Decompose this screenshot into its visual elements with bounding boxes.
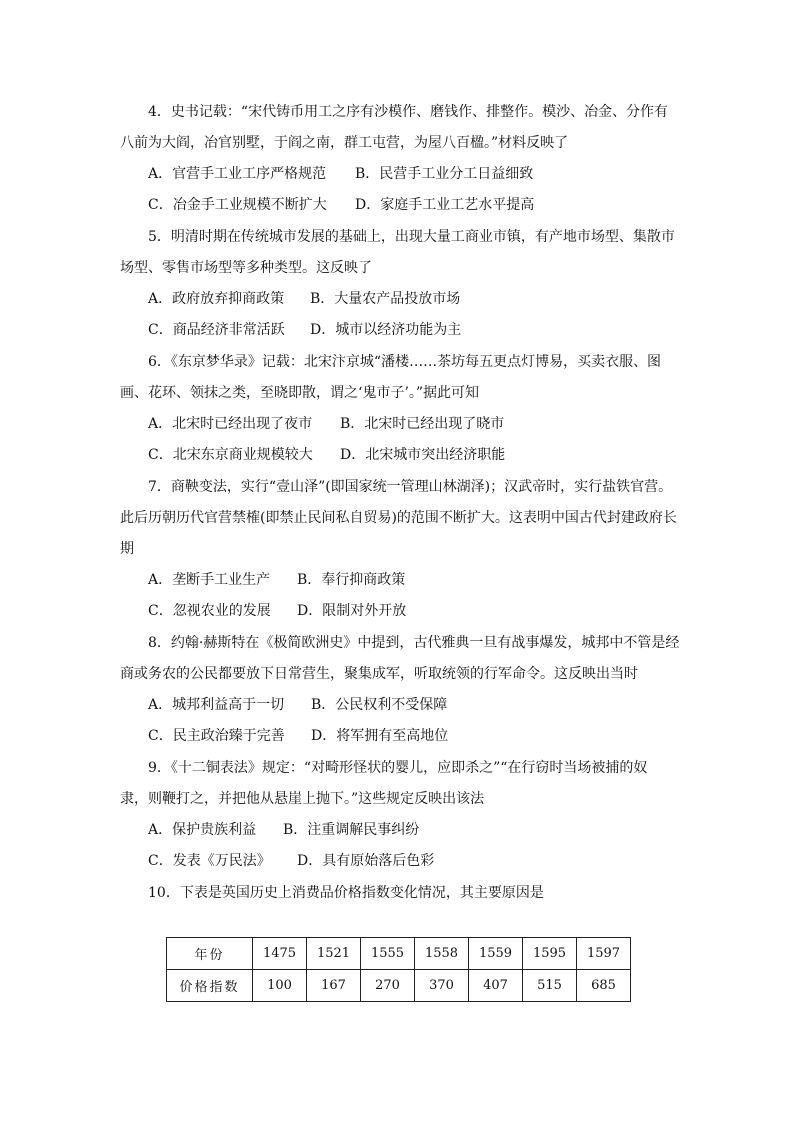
table-row-indices	[167, 970, 631, 1002]
q4-option-b: B．民营手工业分工日益细致	[355, 166, 534, 182]
table-cell-year: 1475	[253, 938, 307, 970]
table-cell-index: 167	[307, 970, 361, 1002]
price-index-table	[166, 937, 631, 1002]
q8-option-b: B．公民权利不受保障	[311, 697, 448, 713]
table-cell-index: 515	[523, 970, 577, 1002]
q5-option-c: C．商品经济非常活跃	[148, 322, 285, 338]
table-cell-index: 370	[415, 970, 469, 1002]
q8-stem-line-1: 8．约翰·赫斯特在《极简欧洲史》中提到，古代雅典一旦有战事爆发，城邦中不管是经	[148, 635, 680, 651]
q6-option-c: C．北宋东京商业规模较大	[148, 447, 313, 463]
q5-option-a: A．政府放弃抑商政策	[148, 291, 285, 307]
table-cell-year: 1521	[307, 938, 361, 970]
q7-option-d: D．限制对外开放	[297, 603, 407, 619]
table-cell-year: 1555	[361, 938, 415, 970]
q4-stem-line-2: 八前为大阎，冶官别墅，于阎之南，群工屯营，为屋八百楹。”材料反映了	[120, 135, 569, 151]
q10-stem-line-1: 10．下表是英国历史上消费品价格指数变化情况，其主要原因是	[148, 885, 544, 901]
table-header-index: 价格指数	[167, 970, 253, 1002]
q5-stem-line-1: 5．明清时期在传统城市发展的基础上，出现大量工商业市镇，有产地市场型、集散市	[148, 229, 675, 245]
table-cell-year: 1597	[577, 938, 631, 970]
q7-stem-line-2: 此后历朝历代官营禁榷(即禁止民间私自贸易)的范围不断扩大。这表明中国古代封建政府长	[120, 510, 677, 526]
table-cell-year: 1595	[523, 938, 577, 970]
q7-option-a: A．垄断手工业生产	[148, 572, 271, 588]
q7-stem-line-1: 7．商鞅变法，实行“壹山泽”(即国家统一管理山林湖泽)；汉武帝时，实行盐铁官营。	[148, 479, 673, 495]
q9-stem-line-1: 9．《十二铜表法》规定：“对畸形怪状的婴儿，应即杀之”“在行窃时当场被捕的奴	[148, 760, 648, 776]
q9-option-c: C．发表《万民法》	[148, 853, 271, 869]
table-header-year: 年份	[167, 938, 253, 970]
table-cell-index: 100	[253, 970, 307, 1002]
table-row-years	[167, 938, 631, 970]
q9-option-d: D．具有原始落后色彩	[297, 853, 435, 869]
q5-option-d: D．城市以经济功能为主	[310, 322, 462, 338]
q6-option-a: A．北宋时已经出现了夜市	[148, 416, 313, 432]
table-cell-year: 1559	[469, 938, 523, 970]
table-cell-year: 1558	[415, 938, 469, 970]
q4-option-a: A．官营手工业工序严格规范	[148, 166, 327, 182]
q4-option-c: C．冶金手工业规模不断扩大	[148, 197, 327, 213]
q8-option-c: C．民主政治臻于完善	[148, 728, 285, 744]
q9-option-a: A．保护贵族利益	[148, 822, 257, 838]
q5-stem-line-2: 场型、零售市场型等多种类型。这反映了	[120, 260, 372, 276]
q6-option-b: B．北宋时已经出现了晓市	[340, 416, 505, 432]
q8-option-a: A．城邦利益高于一切	[148, 697, 285, 713]
q9-stem-line-2: 隶，则鞭打之，并把他从悬崖上抛下。”这些规定反映出该法	[120, 791, 485, 807]
q7-option-c: C．忽视农业的发展	[148, 603, 271, 619]
table-cell-index: 270	[361, 970, 415, 1002]
q5-option-b: B．大量农产品投放市场	[310, 291, 461, 307]
table-cell-index: 407	[469, 970, 523, 1002]
q4-stem-line-1: 4．史书记载：“宋代铸币用工之序有沙模作、磨钱作、排整作。模沙、冶金、分作有	[148, 104, 669, 120]
q6-option-d: D．北宋城市突出经济职能	[340, 447, 506, 463]
q8-stem-line-2: 商或务农的公民都要放下日常营生，聚集成军，听取统领的行军命令。这反映出当时	[120, 666, 638, 682]
table-cell-index: 685	[577, 970, 631, 1002]
q9-option-b: B．注重调解民事纠纷	[283, 822, 420, 838]
q4-option-d: D．家庭手工业工艺水平提高	[355, 197, 535, 213]
q6-stem-line-1: 6．《东京梦华录》记载：北宋汴京城“潘楼……茶坊每五更点灯博易，买卖衣服、图	[148, 354, 662, 370]
q7-option-b: B．奉行抑商政策	[297, 572, 406, 588]
q6-stem-line-2: 画、花环、领抹之类，至晓即散，谓之‘鬼市子’。”据此可知	[120, 385, 480, 401]
q7-stem-line-3: 期	[120, 541, 134, 557]
q8-option-d: D．将军拥有至高地位	[311, 728, 449, 744]
